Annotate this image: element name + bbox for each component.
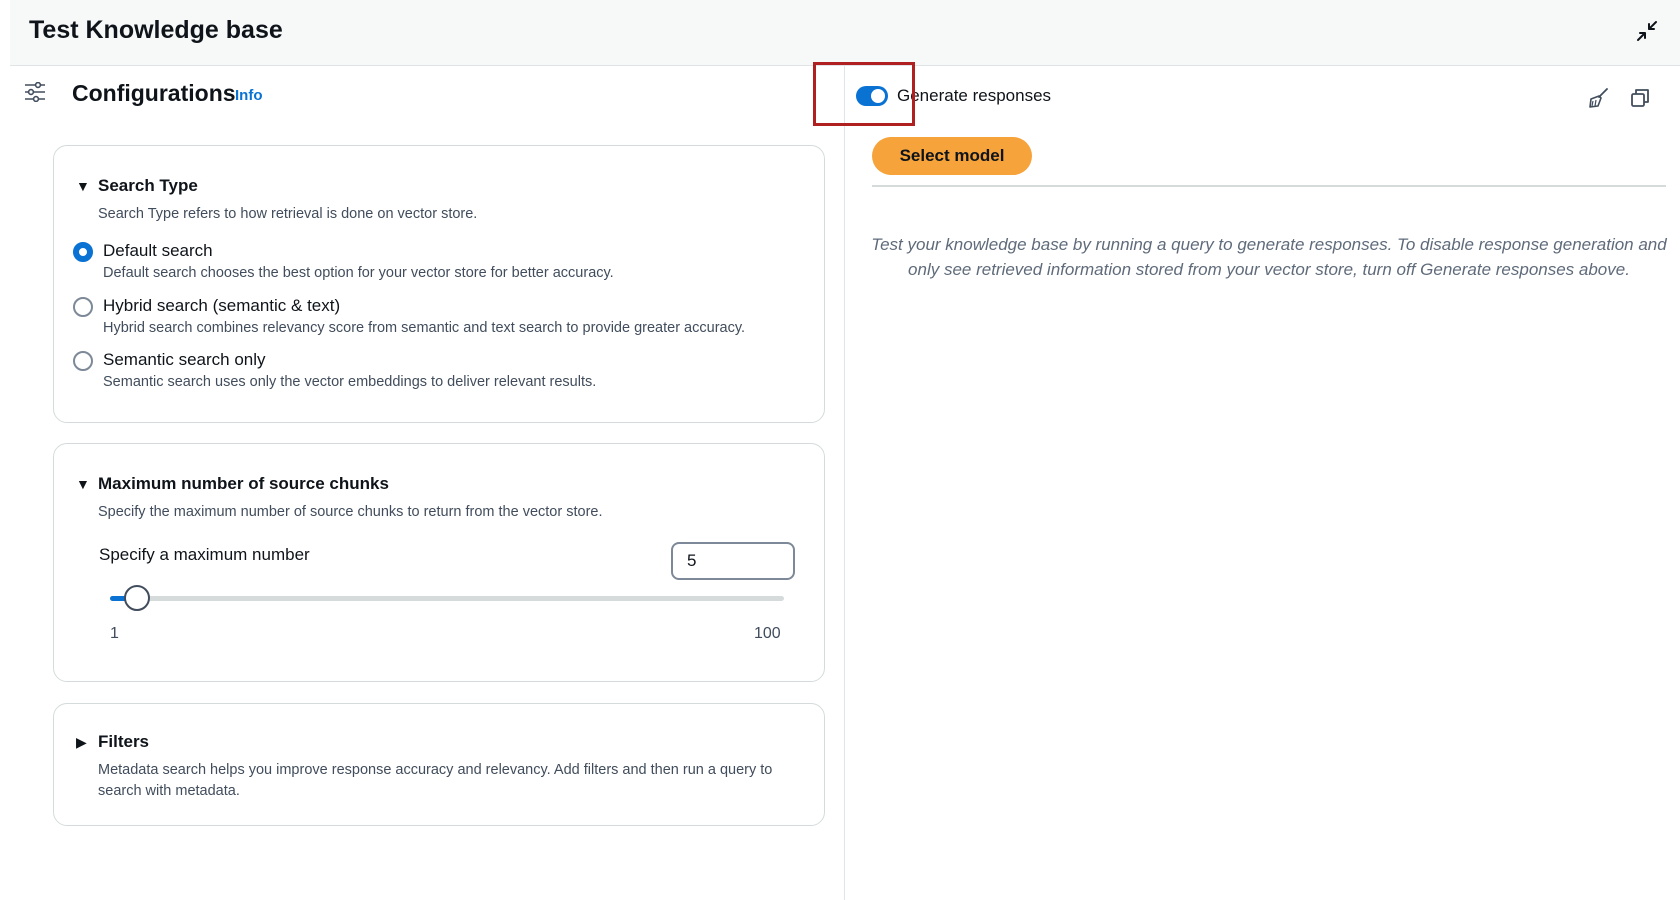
- search-type-toggle[interactable]: [76, 176, 198, 196]
- caret-down-icon: ▼: [76, 476, 90, 492]
- slider-thumb[interactable]: [124, 585, 150, 611]
- radio-description: Default search chooses the best option for your vector store for better accuracy.: [103, 265, 614, 281]
- slider-max-label: 100: [754, 625, 781, 642]
- radio-hybrid-search[interactable]: [73, 297, 93, 317]
- response-divider: [872, 185, 1666, 187]
- max-number-label: Specify a maximum number: [99, 545, 310, 564]
- radio-label: Default search: [103, 241, 213, 260]
- radio-description: Hybrid search combines relevancy score from semantic and text search to provide greater accuracy.: [103, 320, 746, 336]
- broom-icon[interactable]: [1587, 87, 1609, 109]
- max-chunks-title: Maximum number of source chunks: [98, 474, 389, 493]
- max-chunks-toggle[interactable]: [76, 474, 389, 494]
- info-link[interactable]: Info: [235, 87, 263, 104]
- panel-divider: [844, 66, 845, 900]
- configurations-title: Configurations: [72, 80, 236, 106]
- search-type-description: Search Type refers to how retrieval is done on vector store.: [98, 206, 478, 222]
- radio-label: Semantic search only: [103, 350, 266, 369]
- slider-min-label: 1: [110, 625, 119, 642]
- generate-responses-toggle[interactable]: [856, 86, 888, 106]
- max-chunks-slider[interactable]: [110, 596, 784, 601]
- generate-responses-label: Generate responses: [897, 86, 1052, 105]
- search-type-card: [53, 145, 825, 423]
- max-chunks-description: Specify the maximum number of source chunks to return from the vector store.: [98, 504, 603, 520]
- max-chunks-card: [53, 443, 825, 682]
- sliders-icon[interactable]: [24, 82, 46, 102]
- radio-default-search[interactable]: [73, 242, 93, 262]
- panel-header: [10, 0, 1680, 66]
- page-title: Test Knowledge base: [29, 16, 283, 44]
- filters-description: Metadata search helps you improve response accuracy and relevancy. Add filters and then run a query to search with metadata.: [98, 762, 773, 799]
- radio-label: Hybrid search (semantic & text): [103, 296, 341, 315]
- filters-toggle[interactable]: [76, 732, 149, 752]
- empty-state-message: Test your knowledge base by running a query to generate responses. To disable response generation and only see retrieved information stored from your vector store, turn off Generate responses above.: [871, 235, 1667, 279]
- filters-title: Filters: [98, 732, 150, 751]
- filters-card: [53, 703, 825, 826]
- caret-down-icon: ▼: [76, 178, 90, 194]
- radio-semantic-search[interactable]: [73, 351, 93, 371]
- search-type-title: Search Type: [98, 176, 198, 195]
- caret-right-icon: ▶: [76, 733, 87, 750]
- toggle-knob: [871, 89, 885, 103]
- select-model-button[interactable]: Select model: [872, 137, 1032, 175]
- collapse-icon[interactable]: [1636, 20, 1658, 42]
- radio-description: Semantic search uses only the vector embeddings to deliver relevant results.: [103, 374, 597, 390]
- max-number-input[interactable]: [671, 542, 795, 580]
- copy-icon[interactable]: [1630, 88, 1650, 108]
